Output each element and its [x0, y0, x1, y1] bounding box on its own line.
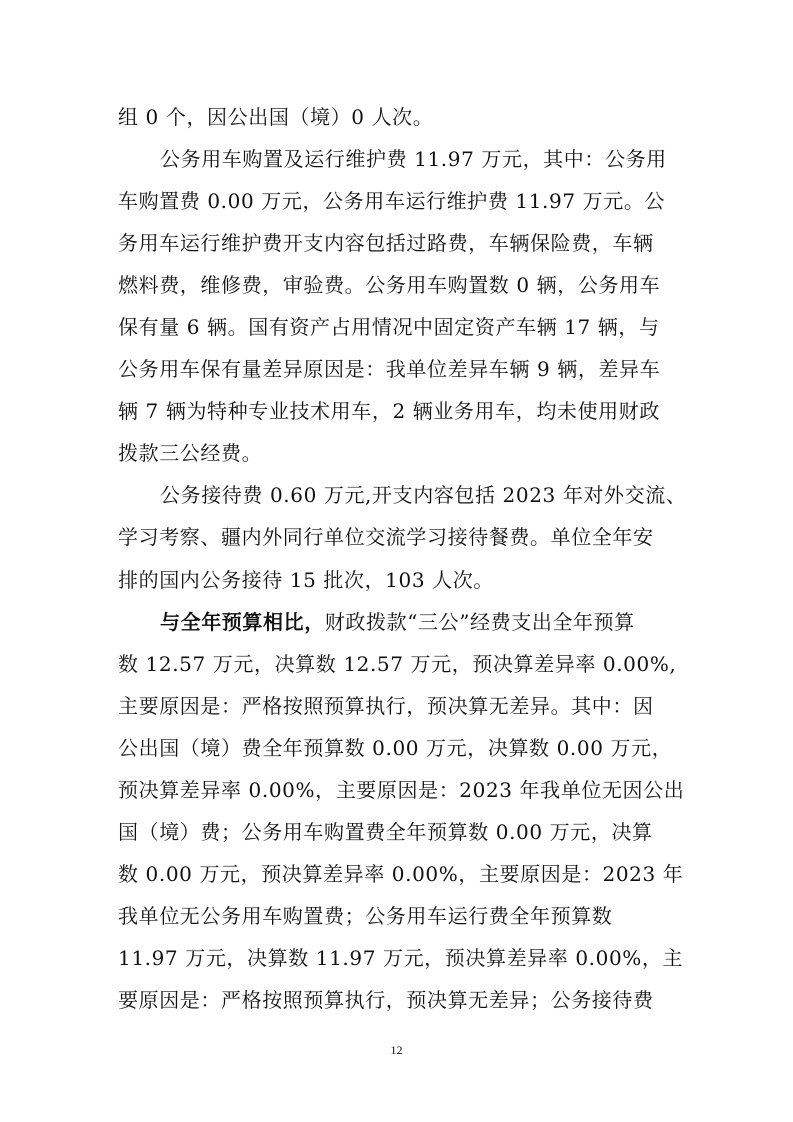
text-line: 排的国内公务接待 15 批次，103 人次。 — [118, 568, 494, 592]
text-line: 公出国（境）费全年预算数 0.00 万元，决算数 0.00 万元， — [118, 736, 673, 760]
text-line: 辆 7 辆为特种专业技术用车，2 辆业务用车，均未使用财政 — [118, 399, 660, 423]
bold-lead-phrase: 与全年预算相比， — [160, 610, 325, 634]
text-line: 组 0 个，因公出国（境）0 人次。 — [118, 105, 434, 129]
text-line: 数 12.57 万元，决算数 12.57 万元，预决算差异率 0.00%, — [118, 652, 677, 676]
text-line: 燃料费，维修费，审验费。公务用车购置数 0 辆，公务用车 — [118, 273, 661, 297]
page-number: 12 — [390, 1043, 403, 1057]
text-line: 公务用车保有量差异原因是：我单位差异车辆 9 辆，差异车 — [118, 357, 661, 381]
text-line: 11.97 万元，决算数 11.97 万元，预决算差异率 0.00%，主 — [118, 946, 684, 970]
text-line: 主要原因是：严格按照预算执行，预决算无差异。其中：因 — [118, 694, 654, 718]
text-line: 学习考察、疆内外同行单位交流学习接待餐费。单位全年安 — [118, 525, 654, 549]
paragraph-start-line — [160, 607, 720, 637]
paragraph-start-line: 公务接待费 0.60 万元,开支内容包括 2023 年对外交流、 — [160, 483, 687, 507]
text-run: 财政拨款“三公”经费支出全年预算 — [324, 610, 635, 634]
text-line: 预决算差异率 0.00%，主要原因是：2023 年我单位无因公出 — [118, 778, 685, 802]
text-line: 拨款三公经费。 — [118, 441, 263, 465]
text-line: 国（境）费；公务用车购置费全年预算数 0.00 万元，决算 — [118, 820, 653, 844]
text-line: 务用车运行维护费开支内容包括过路费，车辆保险费，车辆 — [118, 231, 654, 255]
text-line: 要原因是：严格按照预算执行，预决算无差异；公务接待费 — [118, 988, 654, 1012]
text-line: 保有量 6 辆。国有资产占用情况中固定资产车辆 17 辆，与 — [118, 315, 660, 339]
text-line: 车购置费 0.00 万元，公务用车运行维护费 11.97 万元。公 — [118, 189, 666, 213]
paragraph-start-line: 公务用车购置及运行维护费 11.97 万元，其中：公务用 — [160, 147, 667, 171]
text-line: 我单位无公务用车购置费；公务用车运行费全年预算数 — [118, 904, 613, 928]
text-line: 数 0.00 万元，预决算差异率 0.00%，主要原因是：2023 年 — [118, 862, 684, 886]
